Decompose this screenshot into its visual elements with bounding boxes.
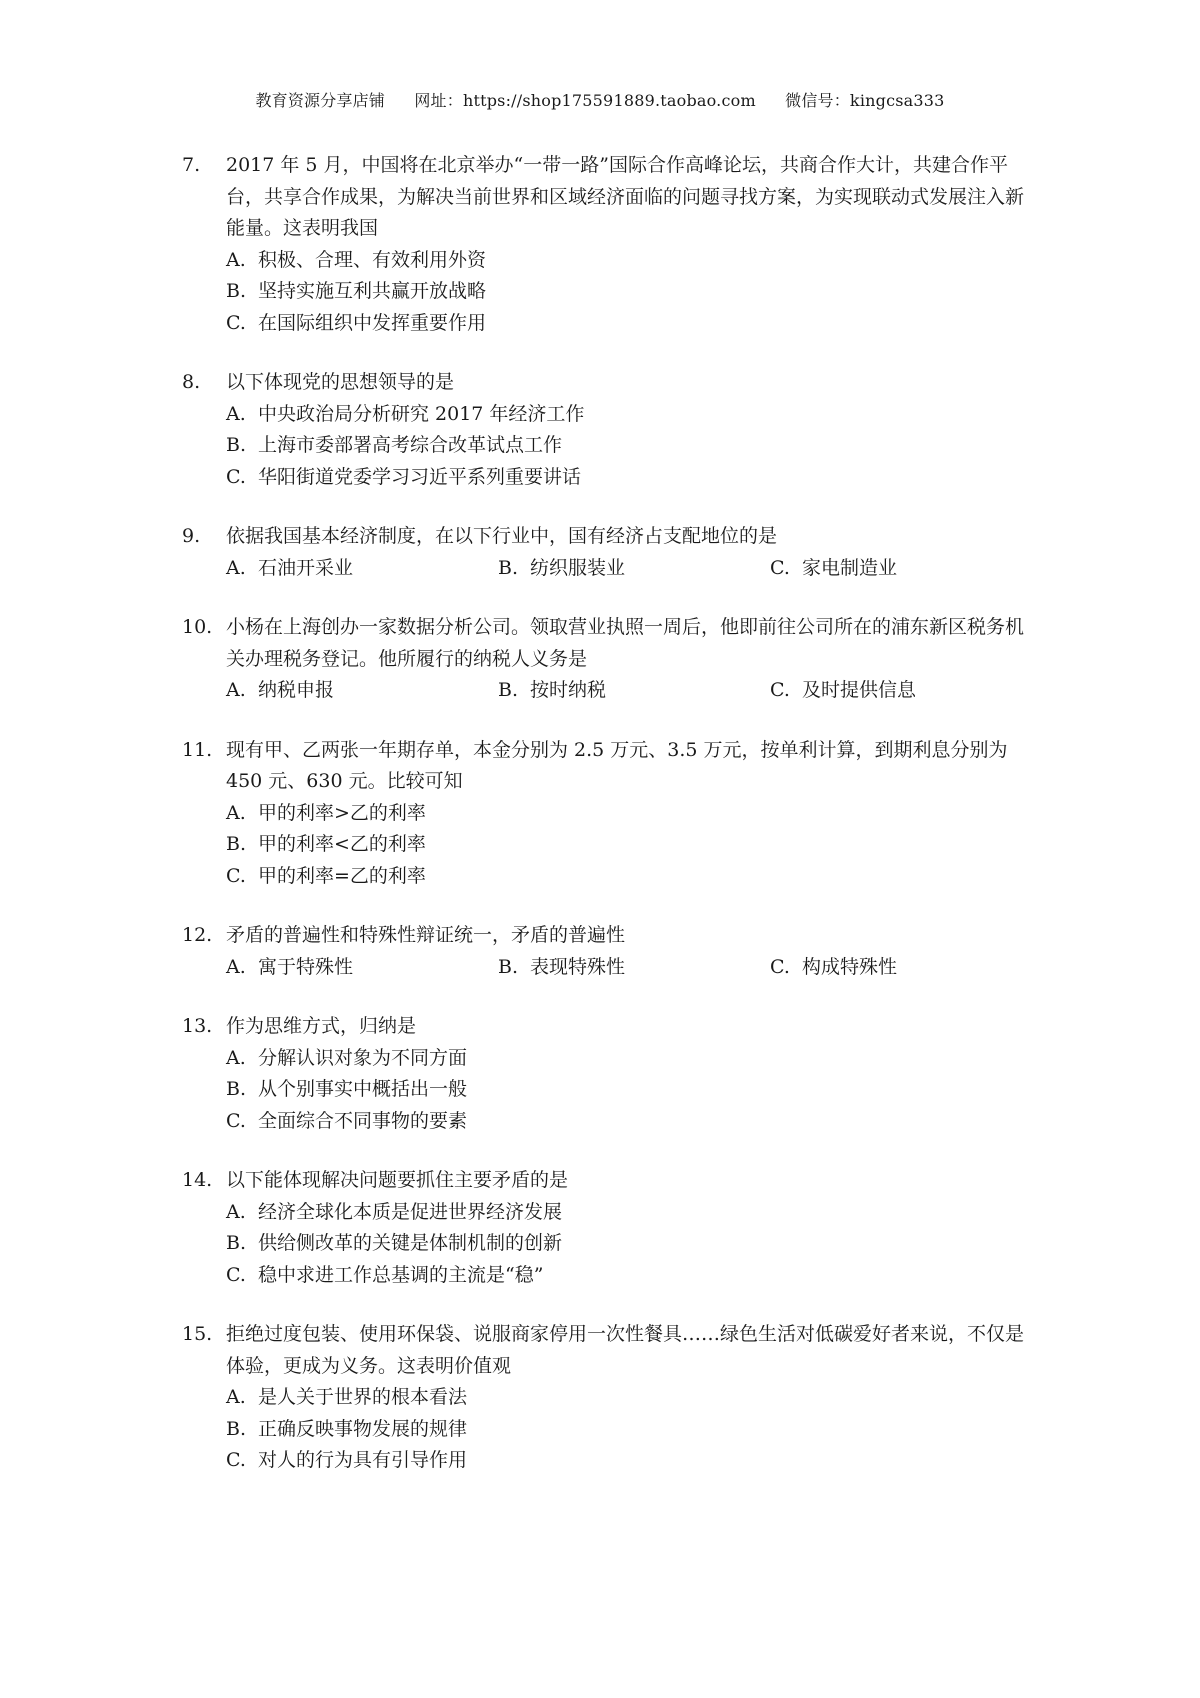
- question-line: [182, 1165, 1042, 1197]
- option-text: 纳税申报: [258, 679, 335, 701]
- option-letter: C.: [226, 1109, 246, 1132]
- question-item: [182, 920, 1042, 983]
- question-item: [182, 521, 1042, 584]
- question-line: [182, 920, 1042, 952]
- option-text: 积极、合理、有效利用外资: [258, 248, 487, 271]
- question-list: [182, 150, 1042, 1505]
- answer-option: [498, 675, 770, 707]
- option-letter: C.: [770, 955, 790, 978]
- question-stem: 现有甲、乙两张一年期存单，本金分别为 2.5 万元、3.5 万元，按单利计算，到期利息分别为 450 元、630 元。比较可知: [226, 738, 1008, 792]
- question-stem: 小杨在上海创办一家数据分析公司。领取营业执照一周后，他即前往公司所在的浦东新区税务机关办理税务登记。他所履行的纳税人义务是: [226, 616, 1025, 670]
- question-line: [182, 612, 1042, 675]
- question-number: 13.: [182, 1015, 213, 1037]
- question-stem: 矛盾的普遍性和特殊性辩证统一，矛盾的普遍性: [226, 924, 626, 946]
- option-text: 表现特殊性: [530, 955, 626, 978]
- option-text: 供给侧改革的关键是体制机制的创新: [258, 1232, 563, 1254]
- option-text: 中央政治局分析研究 2017 年经济工作: [258, 402, 585, 425]
- option-list: [182, 553, 1042, 585]
- answer-option: [226, 675, 498, 707]
- option-text: 石油开采业: [258, 556, 354, 579]
- option-letter: A.: [226, 248, 246, 271]
- question-number: 9.: [182, 525, 201, 547]
- option-text: 坚持实施互利共赢开放战略: [258, 280, 487, 302]
- answer-option: [226, 829, 1042, 861]
- option-text: 在国际组织中发挥重要作用: [258, 311, 487, 334]
- question-line: [182, 367, 1042, 399]
- question-number: 15.: [182, 1323, 213, 1345]
- option-letter: A.: [226, 679, 246, 701]
- option-text: 经济全球化本质是促进世界经济发展: [258, 1200, 563, 1223]
- answer-option: [226, 1445, 1042, 1477]
- option-letter: B.: [498, 679, 519, 701]
- answer-option: [770, 675, 1042, 707]
- answer-option: [226, 1414, 1042, 1446]
- option-letter: C.: [226, 311, 246, 334]
- option-letter: B.: [226, 434, 247, 456]
- answer-option: [770, 952, 1042, 984]
- question-line: [182, 1319, 1042, 1382]
- question-line: [182, 521, 1042, 553]
- answer-option: [226, 1197, 1042, 1229]
- option-list: [182, 798, 1042, 893]
- question-number: 11.: [182, 738, 213, 761]
- option-letter: A.: [226, 556, 246, 579]
- option-text: 甲的利率<乙的利率: [258, 833, 426, 855]
- answer-option: [226, 1382, 1042, 1414]
- option-list: [182, 1197, 1042, 1292]
- question-number: 14.: [182, 1169, 213, 1191]
- option-list: [182, 399, 1042, 494]
- option-text: 甲的利率>乙的利率: [258, 801, 426, 824]
- question-stem: 作为思维方式，归纳是: [226, 1015, 417, 1037]
- option-text: 及时提供信息: [802, 679, 917, 701]
- answer-option: [226, 308, 1042, 340]
- option-text: 构成特殊性: [802, 955, 898, 978]
- option-letter: B.: [226, 1078, 247, 1100]
- option-text: 全面综合不同事物的要素: [258, 1109, 468, 1132]
- wechat-id: 微信号：kingcsa333: [785, 91, 945, 110]
- option-text: 对人的行为具有引导作用: [258, 1449, 468, 1471]
- option-list: [182, 245, 1042, 340]
- question-item: [182, 1165, 1042, 1291]
- answer-option: [226, 245, 1042, 277]
- option-text: 纺织服装业: [530, 556, 626, 579]
- option-letter: B.: [226, 1232, 247, 1254]
- option-list: [182, 1043, 1042, 1138]
- option-text: 按时纳税: [530, 679, 607, 701]
- answer-option: [226, 1043, 1042, 1075]
- answer-option: [226, 276, 1042, 308]
- option-letter: C.: [226, 864, 246, 887]
- option-letter: B.: [498, 955, 519, 978]
- question-item: [182, 150, 1042, 339]
- option-letter: A.: [226, 955, 246, 978]
- answer-option: [226, 1228, 1042, 1260]
- question-number: 12.: [182, 924, 213, 946]
- option-letter: B.: [226, 280, 247, 302]
- option-text: 甲的利率=乙的利率: [258, 864, 426, 887]
- option-text: 稳中求进工作总基调的主流是“稳”: [258, 1263, 544, 1286]
- question-stem: 2017 年 5 月，中国将在北京举办“一带一路”国际合作高峰论坛，共商合作大计，共建合作平台，共享合作成果，为解决当前世界和区域经济面临的问题寻找方案，为实现联动式发展注入新能量。这表明我国: [226, 154, 1025, 239]
- question-number: 10.: [182, 616, 213, 638]
- option-text: 上海市委部署高考综合改革试点工作: [258, 434, 563, 456]
- question-stem: 依据我国基本经济制度，在以下行业中，国有经济占支配地位的是: [226, 525, 778, 547]
- option-text: 华阳街道党委学习习近平系列重要讲话: [258, 465, 582, 488]
- question-item: [182, 1011, 1042, 1137]
- option-list: [182, 952, 1042, 984]
- option-letter: C.: [770, 556, 790, 579]
- option-text: 家电制造业: [802, 556, 898, 579]
- option-letter: C.: [226, 1263, 246, 1286]
- option-letter: C.: [226, 1449, 246, 1471]
- question-line: [182, 735, 1042, 798]
- option-text: 正确反映事物发展的规律: [258, 1417, 468, 1440]
- option-text: 寓于特殊性: [258, 955, 354, 978]
- option-letter: C.: [770, 679, 790, 701]
- option-letter: B.: [498, 556, 519, 579]
- answer-option: [770, 553, 1042, 585]
- question-line: [182, 1011, 1042, 1043]
- option-text: 分解认识对象为不同方面: [258, 1046, 468, 1069]
- option-letter: B.: [226, 833, 247, 855]
- question-line: [182, 150, 1042, 245]
- question-stem: 以下能体现解决问题要抓住主要矛盾的是: [226, 1169, 569, 1191]
- question-stem: 拒绝过度包装、使用环保袋、说服商家停用一次性餐具……绿色生活对低碳爱好者来说，不仅是体验，更成为义务。这表明价值观: [226, 1323, 1025, 1377]
- shop-url: 网址：https://shop175591889.taobao.com: [414, 91, 756, 110]
- question-item: [182, 1319, 1042, 1477]
- option-letter: A.: [226, 1046, 246, 1069]
- question-item: [182, 367, 1042, 493]
- option-text: 是人关于世界的根本看法: [258, 1386, 468, 1408]
- question-number: 8.: [182, 371, 201, 393]
- answer-option: [498, 553, 770, 585]
- answer-option: [226, 861, 1042, 893]
- answer-option: [226, 1074, 1042, 1106]
- answer-option: [226, 952, 498, 984]
- option-list: [182, 1382, 1042, 1477]
- answer-option: [226, 399, 1042, 431]
- option-letter: C.: [226, 465, 246, 488]
- question-number: 7.: [182, 154, 201, 176]
- option-letter: A.: [226, 801, 246, 824]
- answer-option: [226, 553, 498, 585]
- question-item: [182, 612, 1042, 707]
- question-stem: 以下体现党的思想领导的是: [226, 371, 455, 393]
- answer-option: [226, 430, 1042, 462]
- option-text: 从个别事实中概括出一般: [258, 1078, 468, 1100]
- option-letter: A.: [226, 402, 246, 425]
- page-header: [0, 88, 1200, 111]
- question-item: [182, 735, 1042, 893]
- answer-option: [226, 1106, 1042, 1138]
- answer-option: [226, 1260, 1042, 1292]
- option-letter: A.: [226, 1386, 246, 1408]
- answer-option: [498, 952, 770, 984]
- option-letter: A.: [226, 1200, 246, 1223]
- answer-option: [226, 462, 1042, 494]
- option-letter: B.: [226, 1417, 247, 1440]
- shop-name: 教育资源分享店铺: [255, 91, 386, 110]
- answer-option: [226, 798, 1042, 830]
- option-list: [182, 675, 1042, 707]
